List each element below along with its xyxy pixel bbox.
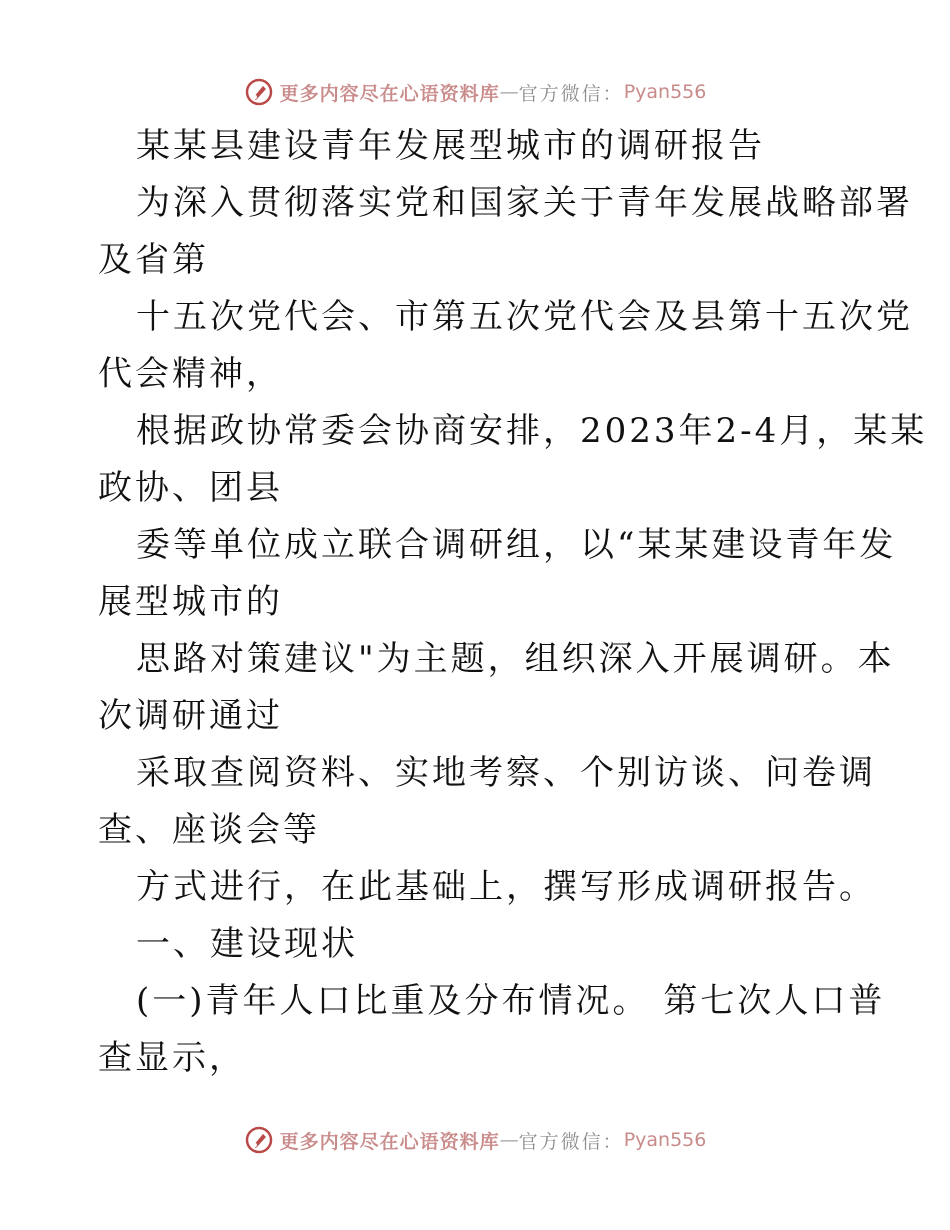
text-line: 及省第	[98, 240, 209, 280]
watermark-site-text: 更多内容尽在心语资料库	[279, 1130, 500, 1153]
text-line: 为深入贯彻落实党和国家关于青年发展战略部署	[136, 183, 913, 223]
text-line: 代会精神，	[98, 354, 283, 394]
watermark-official-label: 官方微信：	[518, 82, 624, 105]
watermark-wechat-id: Pyan556	[623, 81, 707, 103]
text-line: 委等单位成立联合调研组，以“某某建设青年发	[136, 525, 897, 565]
watermark-site-text: 更多内容尽在心语资料库	[279, 82, 500, 105]
text-line: 采取查阅资料、实地考察、个别访谈、问卷调	[136, 753, 876, 793]
document-body	[98, 118, 928, 1087]
watermark-separator: —	[499, 1129, 519, 1151]
section-heading: 一、建设现状	[136, 924, 358, 964]
watermark-footer	[0, 1120, 950, 1160]
document-title: 某某县建设青年发展型城市的调研报告	[136, 126, 765, 166]
text-line: 思路对策建议"为主题，组织深入开展调研。本	[136, 639, 895, 679]
pen-nib-logo-icon	[244, 1125, 274, 1155]
text-line: 查显示，	[98, 1038, 246, 1078]
text-line: 根据政协常委会协商安排，2023年2-4月，某某	[136, 411, 928, 451]
watermark-separator: —	[499, 81, 519, 103]
watermark-header	[0, 72, 950, 112]
text-line: 十五次党代会、市第五次党代会及县第十五次党	[136, 297, 913, 337]
pen-nib-logo-icon	[244, 77, 274, 107]
watermark-wechat-id: Pyan556	[623, 1129, 707, 1151]
text-line: 查、座谈会等	[98, 810, 320, 850]
subsection-heading: (一)青年人口比重及分布情况。 第七次人口普	[136, 981, 886, 1021]
watermark-official-label: 官方微信：	[518, 1130, 624, 1153]
text-line: 方式进行，在此基础上，撰写形成调研报告。	[136, 867, 876, 907]
text-line: 展型城市的	[98, 582, 283, 622]
text-line: 政协、团县	[98, 468, 283, 508]
text-line: 次调研通过	[98, 696, 283, 736]
